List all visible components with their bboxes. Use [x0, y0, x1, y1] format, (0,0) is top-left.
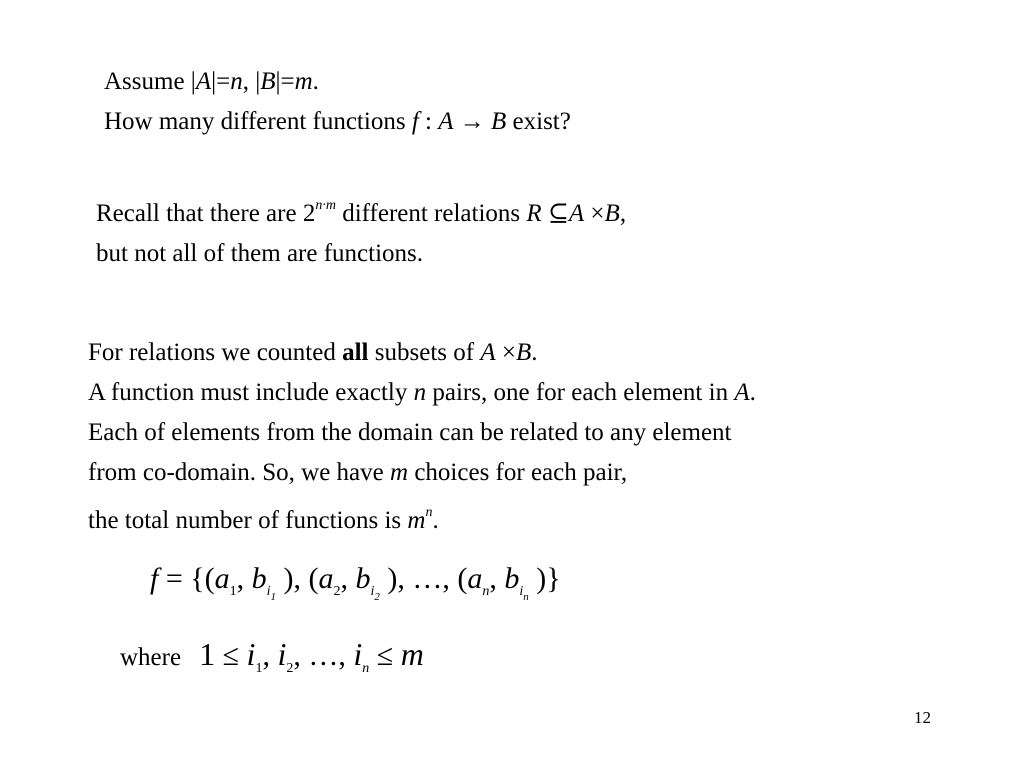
- assumption-line: Assume |A|=n, |B|=m.: [104, 68, 319, 95]
- explanation-line-3: Each of elements from the domain can be related to any element: [88, 419, 732, 446]
- explanation-line-4: from co-domain. So, we have m choices for each pair,: [88, 459, 628, 486]
- index-constraint: where $1 \le i_1$, $i_2$, …, $i_n \le m$: [120, 636, 424, 676]
- page-number: 12: [914, 708, 931, 727]
- question-block: [104, 62, 571, 142]
- recall-block: [96, 186, 626, 274]
- explanation-line-5: the total number of functions is $m^n$.: [88, 505, 439, 534]
- explanation-line-1: For relations we counted all subsets of A ×B.: [88, 339, 538, 366]
- recall-line: Recall that there are $2^{n\cdot m}$ different relations R ⊆A ×B,: [96, 198, 627, 227]
- question-line: How many different functions f : A → B exist?: [104, 108, 571, 135]
- explanation-block: [88, 333, 756, 541]
- recall-note-line: but not all of them are functions.: [96, 240, 424, 267]
- explanation-line-2: A function must include exactly n pairs, one for each element in A.: [88, 379, 756, 406]
- function-formula: $f = \{(a_1$, $b_{i1}$ ), ($a_2$, $b_{i2}$ ), …, ($a_n$, $b_{in}$ )}: [150, 562, 561, 603]
